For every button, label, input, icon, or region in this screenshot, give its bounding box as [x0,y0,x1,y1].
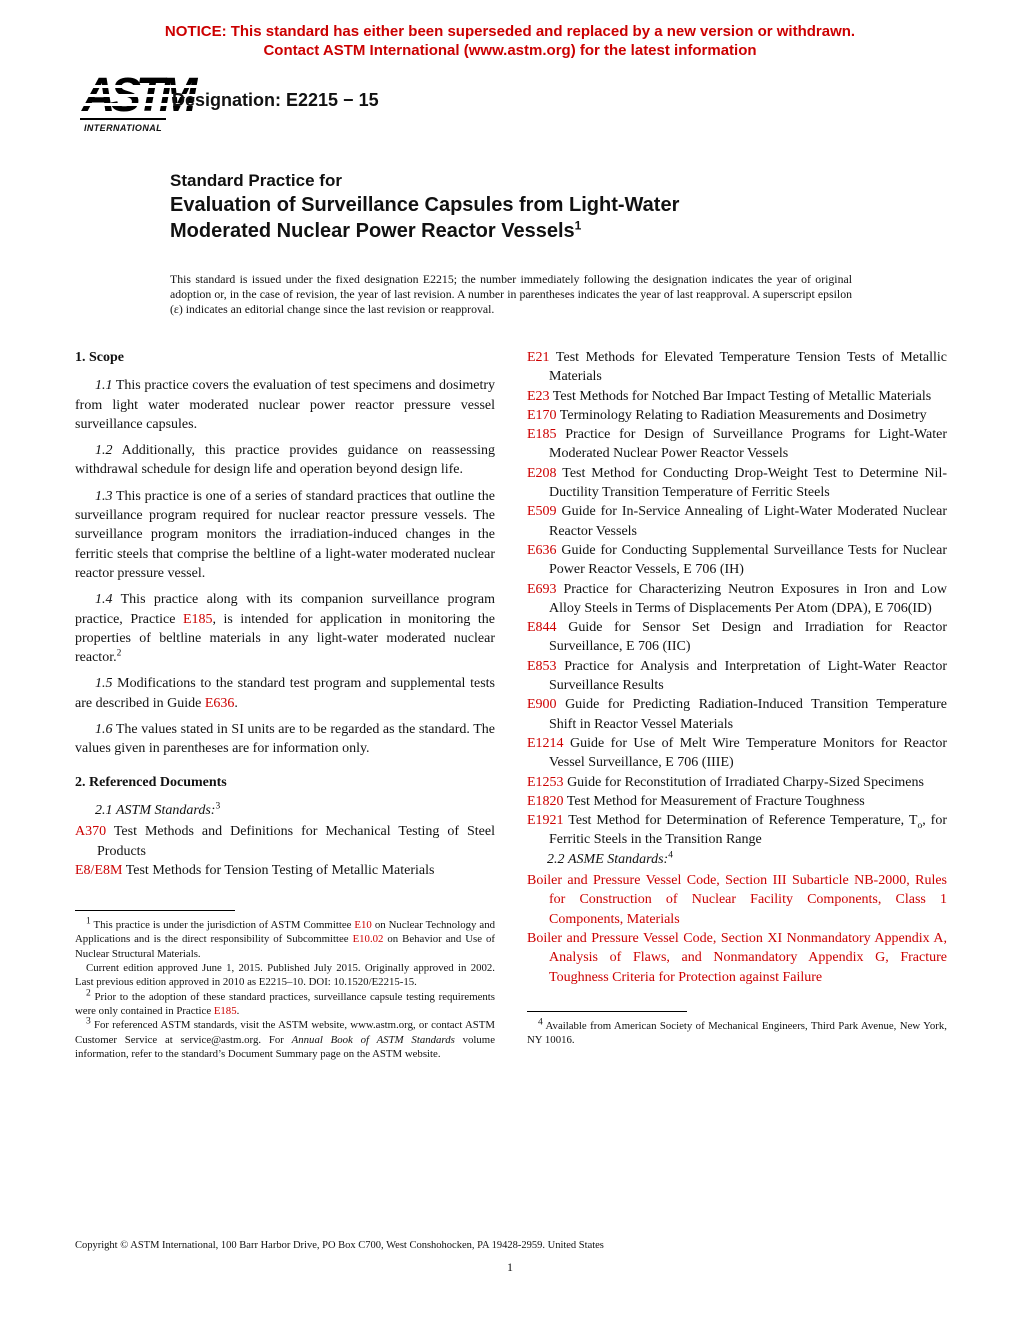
reference-item [75,861,495,880]
reference-item [527,618,947,657]
standard-link[interactable]: E208 [527,465,557,481]
reference-item [527,406,947,425]
standard-link[interactable]: E1820 [527,793,564,809]
standard-link[interactable]: E10.02 [352,933,384,946]
footnote [75,990,495,1019]
standard-link[interactable]: E636 [204,695,235,711]
scope-paragraph [75,590,495,667]
standard-link[interactable]: E10 [354,919,372,932]
reference-item [527,541,947,580]
text-run: 3 [86,1016,91,1027]
text-run: Available from American Society of Mechanical Engineers, Third Park Avenue, New York, NY 10016. [527,1019,947,1047]
footnotes-block-left [75,910,495,1061]
astm-logo [80,72,166,133]
reference-item [527,657,947,696]
reference-item [527,811,947,850]
text-run: 1 [86,916,91,927]
text-run: ASME Standards: [568,851,669,867]
astm-reference-list-right [527,348,947,850]
text-run: Test Method for Measurement of Fracture Toughness [563,793,865,809]
reference-item [527,387,947,406]
section-2-heading: 2. Referenced Documents [75,774,227,790]
standard-link[interactable]: E170 [527,407,557,423]
standard-link[interactable]: E185 [182,611,213,627]
text-run: Terminology Relating to Radiation Measurements and Dosimetry [556,407,927,423]
text-run: volume information, refer to the standard’s Document Summary page on the ASTM website. [75,1033,495,1060]
text-run: This practice along with its companion surveillance program practice, Practice [75,592,495,627]
astm-reference-list-left [75,822,495,880]
scope-paragraph [75,376,495,434]
text-run: , for Ferritic Steels in the Transition Range [549,813,948,848]
standard-link[interactable]: E693 [527,581,557,597]
text-run: Practice for Analysis and Interpretation of Light-Water Reactor Surveillance Results [549,658,947,694]
text-run: Modifications to the standard test program and supplemental tests are described in Guide [75,676,495,711]
text-run: 1.1 [95,378,113,394]
text-run: 1.2 [95,443,113,459]
asme-standards-label [527,850,947,869]
text-run: Annual Book of ASTM Standards [291,1033,455,1046]
reference-item [527,580,947,619]
notice-line2: Contact ASTM International (www.astm.org) for the latest information [263,42,757,59]
title-block [170,170,679,244]
text-run: . [236,1004,240,1017]
body-columns [75,348,947,1061]
title-line1: Evaluation of Surveillance Capsules from Light-Water [170,194,680,216]
footnote [75,1018,495,1061]
reference-item [527,871,947,929]
standard-link[interactable]: E900 [527,697,557,713]
asme-reference-list [527,871,947,987]
text-run: Practice for Characterizing Neutron Exposures in Iron and Low Alloy Steels in Terms of Displacements Per Atom (DPA), E 706(ID) [549,581,947,616]
scope-paragraph [75,487,495,583]
title-footnote-ref: 1 [574,218,582,233]
standard-link[interactable]: E844 [527,620,557,636]
left-column [75,348,495,1061]
text-run: 1.4 [95,592,113,608]
designation-heading: Designation: E2215 − 15 [172,90,379,110]
standard-link[interactable]: E1214 [527,735,564,751]
text-run: Guide for Reconstitution of Irradiated Charpy-Sized Specimens [563,774,924,790]
text-run: Prior to the adoption of these standard practices, surveillance capsule testing requirements were only contained in Practice [75,990,495,1017]
text-run: The values stated in SI units are to be regarded as the standard. The values given in parentheses are for information only. [75,722,495,757]
copyright-footer: Copyright © ASTM International, 100 Barr Harbor Drive, PO Box C700, West Conshohocken, PA 19428-2959. United States [75,1240,604,1251]
text-run: Guide for Conducting Supplemental Surveillance Tests for Nuclear Power Reactor Vessels, E 706 (IH) [549,542,947,578]
reference-item [527,929,947,987]
text-run: This practice is under the jurisdiction of ASTM Committee [90,919,355,932]
text-run: Test Methods for Notched Bar Impact Testing of Metallic Materials [549,388,932,404]
text-run: Test Methods for Tension Testing of Metallic Materials [122,862,435,878]
text-run: , is intended for application in monitoring the properties of beltline materials in any light-water moderated nuclear reactor. [75,611,495,666]
text-run: Test Method for Determination of Reference Temperature, T [563,813,918,829]
text-run: 4 [538,1017,543,1028]
footnotes-block-right [527,1011,947,1048]
reference-item [527,792,947,811]
text-run: on Behavior and Use of Nuclear Structural Materials. [75,933,495,960]
text-run: Guide for Sensor Set Design and Irradiation for Reactor Surveillance, E 706 (IIC) [549,620,947,655]
text-run: 1.3 [95,488,113,504]
footnote [75,918,495,961]
standard-link[interactable]: Boiler and Pressure Vessel Code, Section III Subarticle NB-2000, Rules for Construction of Nuclear Facility Components, Class 1 Components, Materials [527,873,947,927]
standard-link[interactable]: E23 [527,388,550,404]
title-kicker: Standard Practice for [170,171,342,190]
footnotes-left [75,918,495,1061]
section-1-heading: 1. Scope [75,350,124,365]
reference-item [527,695,947,734]
text-run: This practice is one of a series of standard practices that outline the surveillance program required for nuclear reactor pressure vessels. The surveillance program monitors the irradiation-induced changes in the ferritic steels that comprise the beltline of a light-water moderated nuclear reactor pressure vessel. [75,488,495,581]
footnote-separator [527,1011,687,1012]
standard-link[interactable]: E8/E8M [75,862,123,878]
text-run: 4 [668,850,673,861]
scope-paragraph [75,674,495,713]
standard-link[interactable]: E509 [527,504,557,520]
right-column [527,348,947,1061]
reference-item [75,822,495,861]
footnote [527,1019,947,1048]
reference-item [527,773,947,792]
text-run: . [234,695,238,711]
standard-link[interactable]: Boiler and Pressure Vessel Code, Section XI Nonmandatory Appendix A, Analysis of Flaws, and Nonmandatory Appendix G, Fracture Toughness Criteria for Protection against Failure [527,930,947,985]
reference-item [527,425,947,464]
standard-link[interactable]: E853 [527,658,557,674]
footnotes-right [527,1019,947,1048]
text-run: Test Methods for Elevated Temperature Tension Tests of Metallic Materials [549,350,947,385]
standard-link[interactable]: E21 [527,350,550,365]
text-run: 1.6 [95,722,113,738]
text-run: Test Methods and Definitions for Mechanical Testing of Steel Products [97,824,495,859]
supersession-notice [0,22,1020,60]
astm-standards-label [75,801,495,820]
text-run: ASTM Standards: [116,802,216,818]
astm-logo-subtext: INTERNATIONAL [83,123,163,133]
logo-stripe [74,85,198,88]
standard-link[interactable]: E185 [527,427,557,443]
text-run: Guide for In-Service Annealing of Light-Water Moderated Nuclear Reactor Vessels [549,504,947,539]
reference-item [527,348,947,387]
footnote [75,961,495,990]
text-run: This practice covers the evaluation of test specimens and dosimetry from light water moderated nuclear power reactor pressure vessel surveillance capsules. [75,378,495,432]
text-run: Guide for Use of Melt Wire Temperature Monitors for Reactor Vessel Surveillance, E 706 (IIIE) [549,735,947,771]
text-run: 2.2 [547,851,565,867]
scope-paragraph [75,441,495,480]
title-line2: Moderated Nuclear Power Reactor Vessels [170,220,575,242]
text-run: Practice for Design of Surveillance Programs for Light-Water Moderated Nuclear Power Reactor Vessels [549,427,947,462]
footnote-separator [75,910,235,911]
notice-line1: NOTICE: This standard has either been superseded and replaced by a new version or withdrawn. [164,23,856,40]
standard-link[interactable]: E185 [213,1004,237,1017]
reference-item [527,734,947,773]
standard-link[interactable]: E1253 [527,774,564,790]
text-run: 3 [215,801,221,812]
issuance-note: This standard is issued under the fixed designation E2215; the number immediately following the designation indicates the year of original adoption or, in the case of revision, the year of last revision. A number in parentheses indicates the year of last reapproval. A superscript epsilon (ε) indicates an editorial change since the last revision or reapproval. [170,272,852,317]
text-run: 1.5 [95,676,113,692]
text-run: 2 [116,648,122,659]
text-run: 2 [86,988,91,999]
text-run: For referenced ASTM standards, visit the ASTM website, www.astm.org, or contact ASTM Customer Service at service@astm.org. For [75,1019,495,1046]
page-number: 1 [507,1260,513,1274]
document-title [170,192,679,244]
reference-item [527,464,947,503]
text-run: Guide for Predicting Radiation-Induced Transition Temperature Shift in Reactor Vessel Materials [549,697,947,732]
text-run: 2.1 [95,802,113,818]
reference-item [527,502,947,541]
text-run: Current edition approved June 1, 2015. Published July 2015. Originally approved in 2002. Last previous edition approved in 2010 as E2215–10. DOI: 10.1520/E2215-15. [75,962,495,989]
standard-link[interactable]: A370 [75,824,107,840]
text-run: Additionally, this practice provides guidance on reassessing withdrawal schedule for design life and operation beyond design life. [75,443,495,478]
scope-paragraphs [75,376,495,758]
scope-paragraph [75,720,495,759]
standard-link[interactable]: E1921 [527,813,564,829]
standard-link[interactable]: E636 [527,542,557,558]
text-run: o [917,820,923,831]
text-run: on Nuclear Technology and Applications and is the direct responsibility of Subcommittee [75,919,495,946]
text-run: Test Method for Conducting Drop-Weight Test to Determine Nil-Ductility Transition Temperature of Ferritic Steels [549,465,947,501]
